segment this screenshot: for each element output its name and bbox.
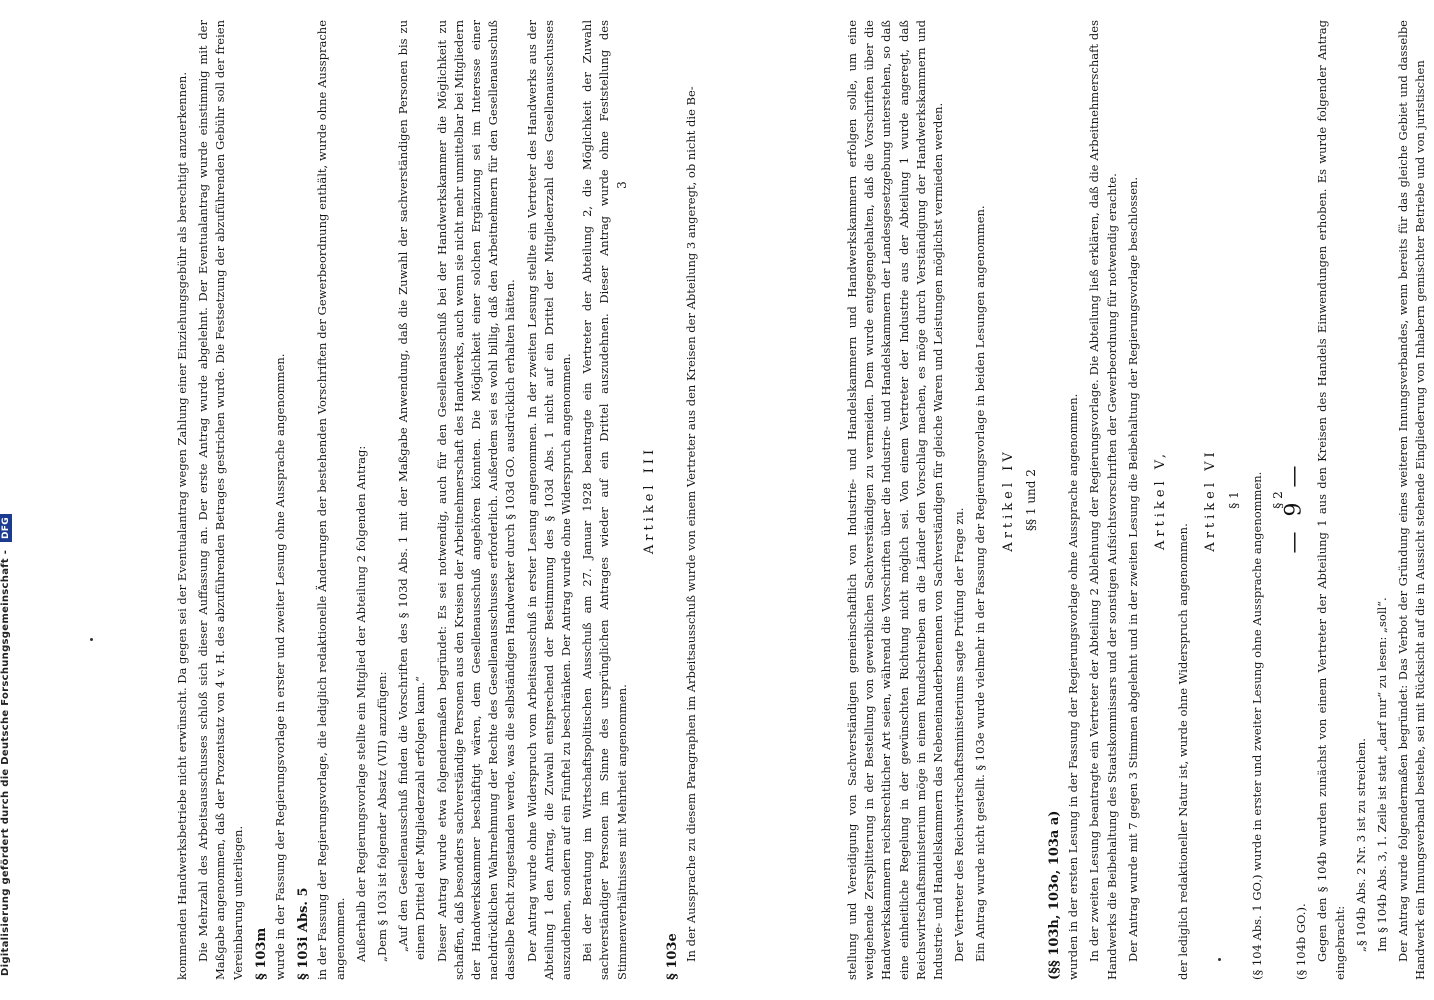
article-heading: Artikel VI [1203,448,1219,552]
right-text-column [844,20,1428,980]
left-text-column [174,20,699,980]
quoted-text: „Auf den Gesellenausschuß finden die Vorschriften des § 103d Abs. 1 mit der Maßgabe Anwendung, daß die Zuwahl der sachverständigen Personen bis zu einem Drittel der Mitgliederzahl erfolgen kann.“ [396,20,428,960]
sheet-signature-mark: 3 [615,181,630,189]
article-heading: Artikel IV [1000,448,1016,552]
scan-speck [1218,958,1221,961]
paragraph: In der zweiten Lesung beantragte ein Vertreter der Abteilung 2 Ablehnung der Regierungsvorlage. Die Abteilung ließ erklären, daß die Arbeitnehmerschaft des Handwerks die Beibehaltung des Staatskommissars und der sonstigen Aufsichtsvorschriften der Gewerbeordnung für notwendig erachte. [1087,20,1119,980]
scan-speck [90,638,93,641]
paragraph: „Dem § 103i ist folgender Absatz (VII) anzufügen: [375,671,390,962]
paragraph: Gegen den § 104b wurden zunächst von einem Vertreter der Abteilung 1 aus den Kreisen des Handels Einwendungen erhoben. Es wurde folgender Antrag eingebracht: [1315,20,1347,980]
article-heading: Artikel V, [1153,449,1169,551]
section-heading: § 103m [253,927,269,980]
section-heading: (§§ 103h, 103o, 103a a) [1047,810,1063,980]
article-heading: Artikel III [641,445,657,555]
paragraph: Dieser Antrag wurde etwa folgendermaßen begründet: Es sei notwendig, auch für den Gesellenausschuß bei der Handwerkskammer die Möglichkeit zu schaffen, daß besonders sachverständige Personen aus den Kreisen der Arbeitnehmerschaft des Handwerks, auch wenn sie nicht mehr unmittelbar bei Mitgliedern der Handwerkskammer beschäftigt wären, dem Gesellenausschuß angehören könnten. Die Möglichkeit einer solchen Ergänzung sei im Interesse einer nachdrücklichen Wahrnehmung der Rechte des Gesellenausschusses erforderlich. Außerdem sei es wohl billig, daß den Arbeitnehmern für den Gesellenausschuß dasselbe Recht zugestanden werde, was die selbständigen Handwerker durch § 103d GO. ausdrücklich erhalten hätten. [434,20,518,980]
section-heading: § 103e [665,933,681,980]
paragraph: In der Aussprache zu diesem Paragraphen im Arbeitsausschuß wurde von einem Vertreter aus den Kreisen der Abteilung 3 angeregt, ob nicht die Be- [684,86,699,962]
paragraph: Ein Antrag wurde nicht gestellt. § 103e wurde vielmehr in der Fassung der Regierungsvorlage in beiden Lesungen angenommen. [973,205,988,962]
paragraph: Der Antrag wurde mit 7 gegen 3 Stimmen abgelehnt und in der zweiten Lesung die Beibehaltung der Regierungsvorlage beschlossen. [1125,176,1140,962]
page-number: — 9 — [1281,461,1307,554]
paragraph-heading: §§ 1 und 2 [1023,469,1038,531]
paragraph: (§ 104b GO.). [1294,903,1309,980]
paragraph: Bei der Beratung im Wirtschaftspolitischen Ausschuß am 27. Januar 1928 beantragte ein Vertreter der Abteilung 2, die Möglichkeit der Zuwahl sachverständiger Personen im Sinne des ursprünglichen Antrages wieder auf ein Drittel auszudehnen. Dieser Antrag wurde ohne Feststellung des Stimmenverhältnisses mit Mehrheit angenommen. [580,20,629,980]
paragraph: der lediglich redaktioneller Natur ist, wurde ohne Widerspruch angenommen. [1176,523,1191,980]
paragraph-heading: § 2 [1271,491,1286,509]
paragraph: Der Antrag wurde ohne Widerspruch vom Arbeitsausschuß in erster Lesung angenommen. In der zweiten Lesung stellte ein Vertreter des Handwerks aus der Abteilung 1 den Antrag, die Zuwahl entsprechend der Bestimmung des § 103d Abs. 1 nicht auf ein Drittel der Mitgliederzahl des Gesellenausschusses auszudehnen, sondern auf ein Fünftel zu beschränken. Der Antrag wurde ohne Widerspruch angenommen. [524,20,574,980]
paragraph-heading: § 1 [1226,491,1241,509]
paragraph: in der Fassung der Regierungsvorlage, die lediglich redaktionelle Änderungen der bestehenden Vorschriften der Gewerbeordnung enthält, wurde ohne Aussprache angenommen. [315,20,347,980]
paragraph: stellung und Vereidigung von Sachverständigen gemeinschaftlich von Industrie- und Handelskammern und Handwerkskammern erfolgen solle, um eine weitgehende Zersplitterung in der Bestellung von gewerblichen Sachverständigen zu vermeiden. Dem wurde entgegengehalten, daß die Vorschriften über die Handwerkskammern reichsrechtlicher Art seien, während die Vorschriften über die Industrie- und Handelskammern der Landesgesetzgebung unterstehen, so daß eine einheitliche Regelung in der gewünschten Richtung nicht möglich sei. Von einem Vertreter der Industrie aus der Abteilung 1 wurde angeregt, daß Reichswirtschaftsministerium möge in einem Rundschreiben an die Länder den Vorschlag machen, es möge durch Verständigung der Handwerkskammern und Industrie- und Handelskammern das Nebeneinanderbenennen von Sachverständigen für gleiche Waren und Leistungen möglichst vermieden werden. [845,20,946,980]
paragraph: Der Antrag wurde folgendermaßen begründet: Das Verbot der Gründung eines weiteren Innungsverbandes, wenn bereits für das gleiche Gebiet und dasselbe Handwerk ein Innungsverband bestehe, sei mit Rücksicht auf die in Aussicht stehende Eingliederung von Inhabern gemischter Betriebe und von juristischen [1396,20,1428,980]
quoted-text: Im § 104b Abs. 3, 1. Zeile ist statt „darf nur“ zu lesen: „soll“. [1375,597,1390,952]
digitization-footer [0,0,12,1000]
digitization-note: Digitalisierung gefördert durch die Deutsche Forschungsgemeinschaft - [0,549,11,976]
paragraph: Außerhalb der Regierungsvorlage stellte ein Mitglied der Abteilung 2 folgenden Antrag: [353,445,368,962]
paragraph: Der Vertreter des Reichswirtschaftsministeriums sagte Prüfung der Frage zu. [952,507,967,962]
paragraph: wurden in der ersten Lesung in der Fassung der Regierungsvorlage ohne Aussprache angenommen. [1066,393,1081,980]
paragraph: (§ 104 Abs. 1 GO.) wurde in erster und zweiter Lesung ohne Aussprache angenommen. [1249,471,1264,980]
paragraph: wurde in der Fassung der Regierungsvorlage in erster und zweiter Lesung ohne Aussprache angenommen. [273,353,288,980]
paragraph: Die Mehrzahl des Arbeitsausschusses schloß sich dieser Auffassung an. Der erste Antrag wurde abgelehnt. Der Eventualantrag wurde einstimmig mit der Maßgabe angenommen, daß der Prozentsatz von 4 v. H. des abzuführenden Betrages gestrichen wurde. Die Festsetzung der abzuführenden Gebühr soll der freien Vereinbarung unterliegen. [196,20,245,980]
dfg-logo: DFG [0,514,12,542]
quoted-text: „§ 104b Abs. 2 Nr. 3 ist zu streichen. [1353,738,1368,952]
paragraph: kommenden Handwerksbetriebe nicht erwünscht. Da gegen sei der Eventualantrag wegen Zahlung einer Einziehungsgebühr als berechtigt anzuerkennen. [175,72,189,980]
section-heading: § 103i Abs. 5 [296,887,312,980]
